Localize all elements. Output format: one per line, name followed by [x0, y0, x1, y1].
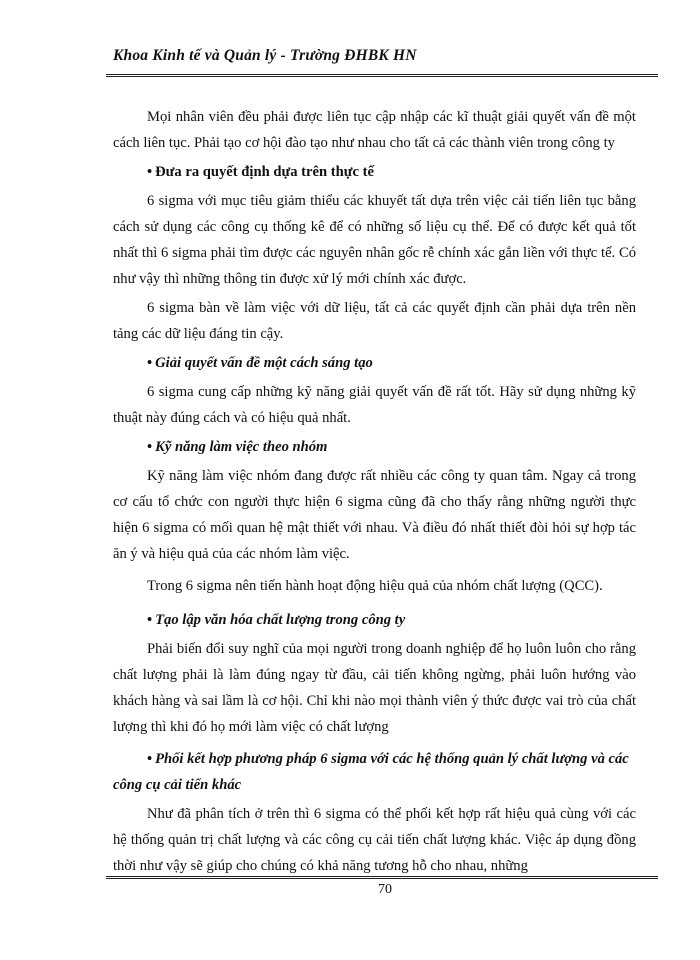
- footer-rule: [106, 876, 658, 879]
- section-heading: [113, 746, 636, 798]
- section-heading-text: Đưa ra quyết định dựa trên thực tế: [155, 164, 374, 180]
- section-heading-text: Tạo lập văn hóa chất lượng trong công ty: [155, 612, 406, 628]
- paragraph: Như đã phân tích ở trên thì 6 sigma có thể phối kết hợp rất hiệu quả cùng với các hệ thống quản trị chất lượng và các công cụ cải tiến chất lượng khác. Việc áp dụng đồng thời như vậy sẽ giúp cho chúng có khả năng tương hỗ cho nhau, những: [113, 806, 636, 874]
- paragraph: Trong 6 sigma nên tiến hành hoạt động hiệu quả của nhóm chất lượng (QCC).: [147, 578, 603, 594]
- paragraph: 6 sigma với mục tiêu giảm thiểu các khuyết tất dựa trên việc cải tiến liên tục bằng cách sử dụng các công cụ thống kê để có những số liệu cụ thể. Để có được kết quả tốt nhất thì 6 sigma phải tìm được các nguyên nhân gốc rễ chính xác gắn liền với thực tế. Có như vậy thì những thông tin được xử lý mới chính xác được.: [113, 193, 636, 287]
- section-heading: [113, 350, 636, 376]
- paragraph: 6 sigma bàn về làm việc với dữ liệu, tất cả các quyết định cần phải dựa trên nền tảng các dữ liệu đáng tin cậy.: [113, 300, 636, 342]
- paragraph: Phải biến đổi suy nghĩ của mọi người trong doanh nghiệp để họ luôn luôn cho rằng chất lượng phải là làm đúng ngay từ đầu, cải tiến không ngừng, phải luôn hướng vào khách hàng và sai lầm là cơ hội. Chỉ khi nào mọi thành viên ý thức được vai trò của chất lượng thì khi đó họ mới làm việc có chất lượng: [113, 641, 636, 735]
- page-body: [113, 104, 636, 882]
- bullet-icon: •: [147, 439, 153, 455]
- section-heading: [113, 159, 636, 185]
- bullet-icon: •: [147, 164, 153, 180]
- paragraph: 6 sigma cung cấp những kỹ năng giải quyết vấn đề rất tốt. Hãy sử dụng những kỹ thuật này đúng cách và có hiệu quả nhất.: [113, 384, 636, 426]
- header-rule: [106, 74, 658, 77]
- section-heading-text: Phối kết hợp phương pháp 6 sigma với các hệ thống quản lý chất lượng và các công cụ cải tiến khác: [113, 751, 629, 793]
- section-heading: [113, 607, 636, 633]
- running-header: Khoa Kinh tế và Quản lý - Trường ĐHBK HN: [113, 47, 417, 64]
- page-number: 70: [378, 882, 392, 897]
- section-heading-text: Kỹ năng làm việc theo nhóm: [155, 439, 328, 455]
- bullet-icon: •: [147, 751, 153, 767]
- section-heading-text: Giải quyết vấn đề một cách sáng tạo: [155, 355, 373, 371]
- bullet-icon: •: [147, 612, 153, 628]
- bullet-icon: •: [147, 355, 153, 371]
- section-heading: [113, 434, 636, 460]
- paragraph: Kỹ năng làm việc nhóm đang được rất nhiều các công ty quan tâm. Ngay cả trong cơ cấu tổ chức con người thực hiện 6 sigma cũng đã cho thấy rằng những người thực hiện 6 sigma có mối quan hệ mật thiết với nhau. Và điều đó nhất thiết đòi hỏi sự hợp tác ăn ý và hiệu quả của các nhóm làm việc.: [113, 468, 636, 562]
- paragraph: Mọi nhân viên đều phải được liên tục cập nhập các kĩ thuật giải quyết vấn đề một cách liên tục. Phải tạo cơ hội đào tạo như nhau cho tất cả các thành viên trong công ty: [113, 109, 636, 151]
